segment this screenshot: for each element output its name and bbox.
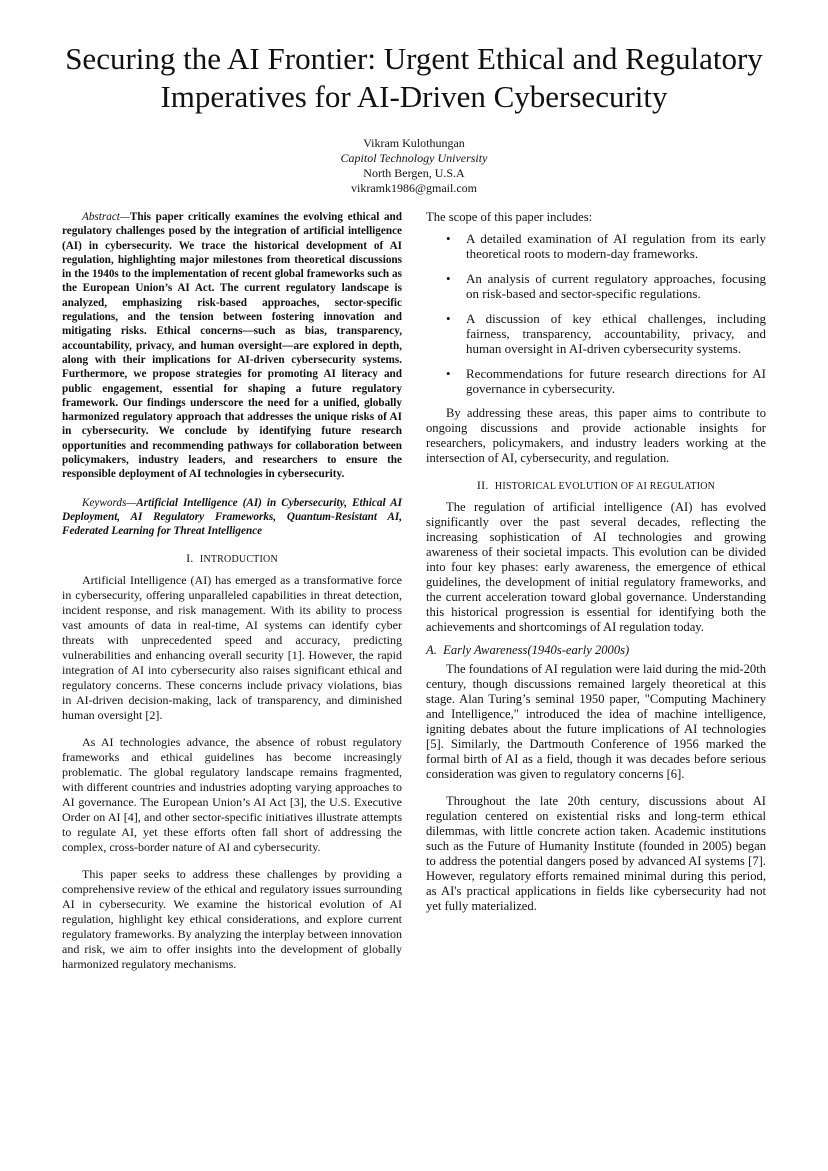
section-numeral: I. [186,550,194,565]
intro-paragraph-2: As AI technologies advance, the absence of robust regulatory frameworks and ethical guidelines has become increasingly problematic. The global regulatory landscape remains fragmented, with different countries and industries adopting varying approaches to AI governance. The European Union’s AI Act [3], the U.S. Executive Order on AI [4], and other sector-specific initiatives illustrate attempts to regulate AI, yet these efforts often fall short of addressing the complex, cross-border nature of AI and cybersecurity. [62,734,402,854]
left-column [62,210,402,972]
author-affiliation: Capitol Technology University [340,151,488,165]
paper-title: Securing the AI Frontier: Urgent Ethical and Regulatory Imperatives for AI-Driven Cybersecurity [65,41,763,114]
author-block [214,136,614,196]
keywords-lead: Keywords— [82,496,137,509]
scope-intro: The scope of this paper includes: [426,210,593,224]
intro-paragraph-1: Artificial Intelligence (AI) has emerged as a transformative force in cybersecurity, offering unparalleled capabilities in threat detection, incident response, and risk management. With its ability to process vast amounts of data in real-time, AI systems can identify cyber threats with unprecedented speed and accuracy, predicting vulnerabilities and enhancing overall security [1]. However, the rapid integration of AI into cybersecurity also raises significant ethical and regulatory concerns. These concerns include privacy violations, bias in AI-driven decision-making, lack of transparency, and diminished human oversight [2]. [62,572,402,722]
scope-list [426,231,766,396]
early-awareness-paragraph-1: The foundations of AI regulation were laid during the mid-20th century, though discussions remained largely theoretical at this stage. Alan Turing’s seminal 1950 paper, "Computing Machinery and Intelligence," introduced the idea of machine intelligence, igniting debates about the future implications of AI technologies [5]. Similarly, the Dartmouth Conference of 1956 marked the formal birth of AI as a field, though it was decades before serious consideration was given to regulatory concerns [6]. [426,662,766,781]
list-item [426,366,766,396]
history-intro: The regulation of artificial intelligence (AI) has evolved significantly over the past several decades, reflecting the increasing sophistication of AI technologies and growing awareness of their societal impacts. This evolution can be divided into four key phases: early awareness, the emergence of ethical guidelines, the development of initial regulatory frameworks, and the current acceleration toward global governance. Understanding this historical progression is essential for identifying both the achievements and shortcomings of AI regulation today. [426,500,766,634]
section-numeral: II. [476,478,489,492]
bullet-icon: • [446,311,451,326]
right-column [426,210,766,914]
abstract-lead: Abstract— [82,211,130,223]
list-item-text: An analysis of current regulatory approaches, focusing on risk-based and sector-specific regulations. [466,271,766,301]
author-location: North Bergen, U.S.A [363,166,465,180]
section-heading-history [426,478,766,494]
subsection-heading-early-awareness [426,643,766,658]
abstract-text: This paper critically examines the evolving ethical and regulatory challenges posed by the integration of artificial intelligence (AI) in cybersecurity. We trace the historical development of AI regulation, highlighting major milestones from theoretical discussions in the 1940s to the implementation of recent global frameworks such as the European Union’s AI Act. The current regulatory landscape is analyzed, emphasizing risk-based approaches, sector-specific regulations, and the tension between fostering innovation and mitigating risks. Ethical concerns—such as bias, transparency, accountability, privacy, and human oversight—are explored in depth, along with their implications for AI-driven cybersecurity systems. Furthermore, we propose strategies for promoting AI literacy and public engagement, essential for shaping a future regulatory framework. Our findings underscore the need for a unified, globally harmonized regulatory approach that addresses the unique risks of AI in cybersecurity. We conclude by identifying future research opportunities and recommending pathways for collaboration between policymakers, industry leaders, and researchers to ensure the responsible deployment of AI technologies in cybersecurity. [62,211,402,481]
section-title: HISTORICAL EVOLUTION OF AI REGULATION [494,481,716,492]
keywords [62,496,402,539]
list-item [426,231,766,261]
subsection-title: Early Awareness(1940s-early 2000s) [443,643,630,657]
author-name: Vikram Kulothungan [363,136,465,150]
abstract [62,210,402,482]
list-item-text: Recommendations for future research directions for AI governance in cybersecurity. [466,366,766,396]
list-item-text: A detailed examination of AI regulation from its early theoretical roots to modern-day frameworks. [466,231,766,261]
bullet-icon: • [446,366,451,381]
author-email: vikramk1986@gmail.com [350,181,478,195]
list-item-text: A discussion of key ethical challenges, including fairness, transparency, accountability, privacy, and human oversight in AI-driven cybersecurity systems. [466,311,766,356]
intro-paragraph-3: This paper seeks to address these challenges by providing a comprehensive review of the ethical and regulatory issues surrounding AI in cybersecurity. We examine the historical evolution of AI regulation, highlight key ethical considerations, and explore current regulatory frameworks. By analyzing the interplay between innovation and risk, we aim to offer insights into the development of globally harmonized regulatory mechanisms. [62,866,402,971]
list-item [426,271,766,301]
keywords-text: Artificial Intelligence (AI) in Cybersecurity, Ethical AI Deployment, AI Regulatory Frameworks, Quantum-Resistant AI, Federated Learning for Threat Intelligence [62,496,402,538]
section-title: INTRODUCTION [199,553,278,565]
list-item [426,311,766,356]
scope-closing: By addressing these areas, this paper aims to contribute to ongoing discussions and provide actionable insights for researchers, policymakers, and industry leaders working at the intersection of AI, cybersecurity, and regulation. [426,406,766,465]
early-awareness-paragraph-2: Throughout the late 20th century, discussions about AI regulation centered on existential risks and long-term ethical dilemmas, with little concrete action taken. Academic institutions such as the Future of Humanity Institute (founded in 2005) began to address the potential dangers posed by advanced AI systems [7]. However, regulatory efforts remained minimal during this period, as AI's practical applications in fields like cybersecurity had not yet fully materialized. [426,794,766,913]
bullet-icon: • [446,271,451,286]
section-heading-introduction [62,551,402,567]
bullet-icon: • [446,231,451,246]
subsection-label: A. [426,643,437,657]
